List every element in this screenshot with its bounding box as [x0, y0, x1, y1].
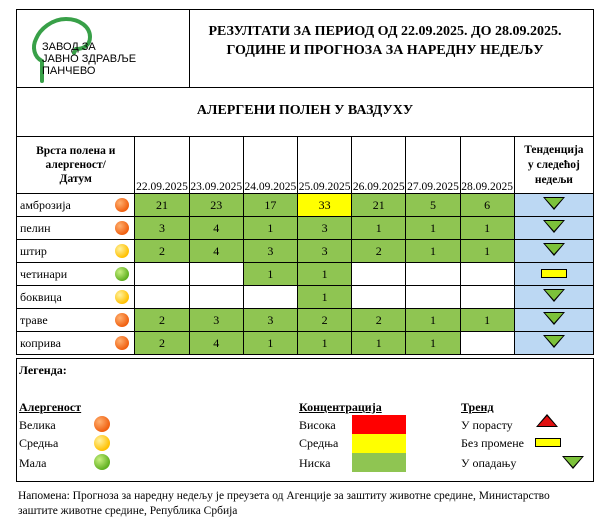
pollen-name: четинари [20, 266, 68, 281]
trend-cell [514, 194, 593, 217]
first-col-header: Врста полена и алергеност/ Датум [17, 137, 135, 194]
date-header: 27.09.2025 [406, 137, 460, 194]
concentration-cell [460, 332, 514, 355]
concentration-cell: 2 [135, 332, 189, 355]
pollen-table [16, 136, 594, 355]
date-header: 26.09.2025 [352, 137, 406, 194]
concentration-cell: 6 [460, 194, 514, 217]
concentration-cell: 5 [406, 194, 460, 217]
concentration-cell [460, 263, 514, 286]
concentration-low-swatch [352, 453, 406, 472]
triangle-down-icon [543, 243, 565, 256]
table-row [17, 286, 594, 309]
org-line2: ЈАВНО ЗДРАВЉЕ [42, 53, 137, 65]
concentration-cell: 1 [352, 332, 406, 355]
orange-dot-icon [115, 336, 129, 350]
table-row [17, 309, 594, 332]
concentration-cell: 4 [189, 332, 243, 355]
concentration-cell: 1 [460, 217, 514, 240]
trend-cell [514, 263, 593, 286]
table-row [17, 332, 594, 355]
org-line1: ЗАВОД ЗА [42, 41, 96, 53]
trend-cell [514, 217, 593, 240]
date-header: 24.09.2025 [243, 137, 297, 194]
table-header-row [17, 137, 594, 194]
trend-header: Тенденција у следећој недељи [514, 137, 593, 194]
concentration-medium-label: Средња [299, 436, 339, 450]
yellow-dot-icon [115, 244, 129, 258]
footnote: Напомена: Прогноза за наредну недељу је преузета од Агенције за заштиту животне средине, Министарство заштите животне средине, Република Србија [18, 490, 550, 517]
concentration-cell: 1 [297, 332, 351, 355]
concentration-cell: 3 [189, 309, 243, 332]
report-title [190, 22, 580, 60]
orange-dot-icon [94, 416, 110, 432]
date-header: 22.09.2025 [135, 137, 189, 194]
concentration-cell [135, 286, 189, 309]
concentration-cell [189, 286, 243, 309]
concentration-cell: 1 [243, 332, 297, 355]
title-line2: ГОДИНЕ И ПРОГНОЗА ЗА НАРЕДНУ НЕДЕЉУ [226, 43, 544, 58]
triangle-down-icon [543, 312, 565, 325]
concentration-medium-swatch [352, 434, 406, 453]
triangle-up-icon [536, 414, 558, 427]
concentration-cell: 1 [406, 309, 460, 332]
concentration-cell [406, 286, 460, 309]
yellow-dot-icon [94, 435, 110, 451]
concentration-cell: 1 [243, 263, 297, 286]
trend-cell [514, 240, 593, 263]
pollen-name-cell [17, 194, 135, 217]
concentration-high-swatch [352, 415, 406, 434]
pollen-name-cell [17, 286, 135, 309]
pollen-name: траве [20, 312, 48, 327]
concentration-cell: 1 [243, 217, 297, 240]
trend-cell [514, 286, 593, 309]
allergenicity-legend-title: Алергеност [19, 400, 82, 414]
trend-same-label: Без промене [461, 436, 524, 450]
concentration-cell: 4 [189, 240, 243, 263]
bar-same-icon [541, 269, 567, 278]
concentration-cell: 3 [297, 240, 351, 263]
concentration-cell: 1 [460, 309, 514, 332]
concentration-cell: 33 [297, 194, 351, 217]
trend-up-label: У порасту [461, 418, 513, 432]
table-row [17, 217, 594, 240]
concentration-cell [352, 263, 406, 286]
allergenicity-high-label: Велика [19, 418, 56, 432]
concentration-cell: 21 [352, 194, 406, 217]
table-row [17, 194, 594, 217]
org-line3: ПАНЧЕВО [42, 65, 96, 77]
concentration-cell [243, 286, 297, 309]
trend-cell [514, 309, 593, 332]
pollen-name: пелин [20, 220, 51, 235]
triangle-down-icon [543, 289, 565, 302]
table-row [17, 263, 594, 286]
concentration-cell: 1 [406, 240, 460, 263]
concentration-high-label: Висока [299, 418, 336, 432]
green-dot-icon [94, 454, 110, 470]
allergenicity-low-label: Мала [19, 456, 47, 470]
orange-dot-icon [115, 313, 129, 327]
legend-title: Легенда: [19, 363, 67, 377]
concentration-cell [352, 286, 406, 309]
concentration-cell: 1 [406, 332, 460, 355]
pollen-name: штир [20, 243, 47, 258]
concentration-cell: 1 [460, 240, 514, 263]
section-title: АЛЕРГЕНИ ПОЛЕН У ВАЗДУХУ [196, 103, 414, 118]
trend-legend-title: Тренд [461, 400, 494, 414]
triangle-down-icon [562, 456, 584, 469]
concentration-cell: 1 [297, 263, 351, 286]
green-dot-icon [115, 267, 129, 281]
concentration-cell [460, 286, 514, 309]
concentration-cell: 1 [406, 217, 460, 240]
pollen-name-cell [17, 332, 135, 355]
trend-down-label: У опадању [461, 456, 517, 470]
concentration-low-label: Ниска [299, 456, 331, 470]
concentration-cell: 2 [352, 240, 406, 263]
concentration-cell: 1 [352, 217, 406, 240]
pollen-name-cell [17, 263, 135, 286]
concentration-cell: 3 [243, 240, 297, 263]
yellow-dot-icon [115, 290, 129, 304]
pollen-name-cell [17, 217, 135, 240]
table-row [17, 240, 594, 263]
pollen-name: коприва [20, 335, 61, 350]
concentration-cell: 17 [243, 194, 297, 217]
concentration-cell: 2 [352, 309, 406, 332]
triangle-down-icon [543, 335, 565, 348]
concentration-cell: 3 [243, 309, 297, 332]
pollen-name-cell [17, 240, 135, 263]
concentration-cell: 21 [135, 194, 189, 217]
pollen-name-cell [17, 309, 135, 332]
concentration-cell [135, 263, 189, 286]
concentration-cell: 3 [297, 217, 351, 240]
concentration-cell: 1 [297, 286, 351, 309]
concentration-cell [189, 263, 243, 286]
concentration-cell: 4 [189, 217, 243, 240]
concentration-cell: 2 [135, 240, 189, 263]
date-header: 23.09.2025 [189, 137, 243, 194]
pollen-name: амброзија [20, 197, 71, 212]
triangle-down-icon [543, 220, 565, 233]
concentration-cell: 23 [189, 194, 243, 217]
title-line1: РЕЗУЛТАТИ ЗА ПЕРИОД ОД 22.09.2025. ДО 28.09.2025. [208, 24, 562, 39]
triangle-down-icon [543, 197, 565, 210]
concentration-cell: 2 [135, 309, 189, 332]
allergenicity-medium-label: Средња [19, 436, 59, 450]
pollen-name: боквица [20, 289, 62, 304]
trend-cell [514, 332, 593, 355]
orange-dot-icon [115, 221, 129, 235]
bar-same-icon [535, 438, 561, 447]
date-header: 25.09.2025 [297, 137, 351, 194]
concentration-cell: 3 [135, 217, 189, 240]
org-name [42, 41, 136, 77]
concentration-cell [406, 263, 460, 286]
orange-dot-icon [115, 198, 129, 212]
concentration-legend-title: Концентрација [299, 400, 382, 414]
concentration-cell: 2 [297, 309, 351, 332]
date-header: 28.09.2025 [460, 137, 514, 194]
